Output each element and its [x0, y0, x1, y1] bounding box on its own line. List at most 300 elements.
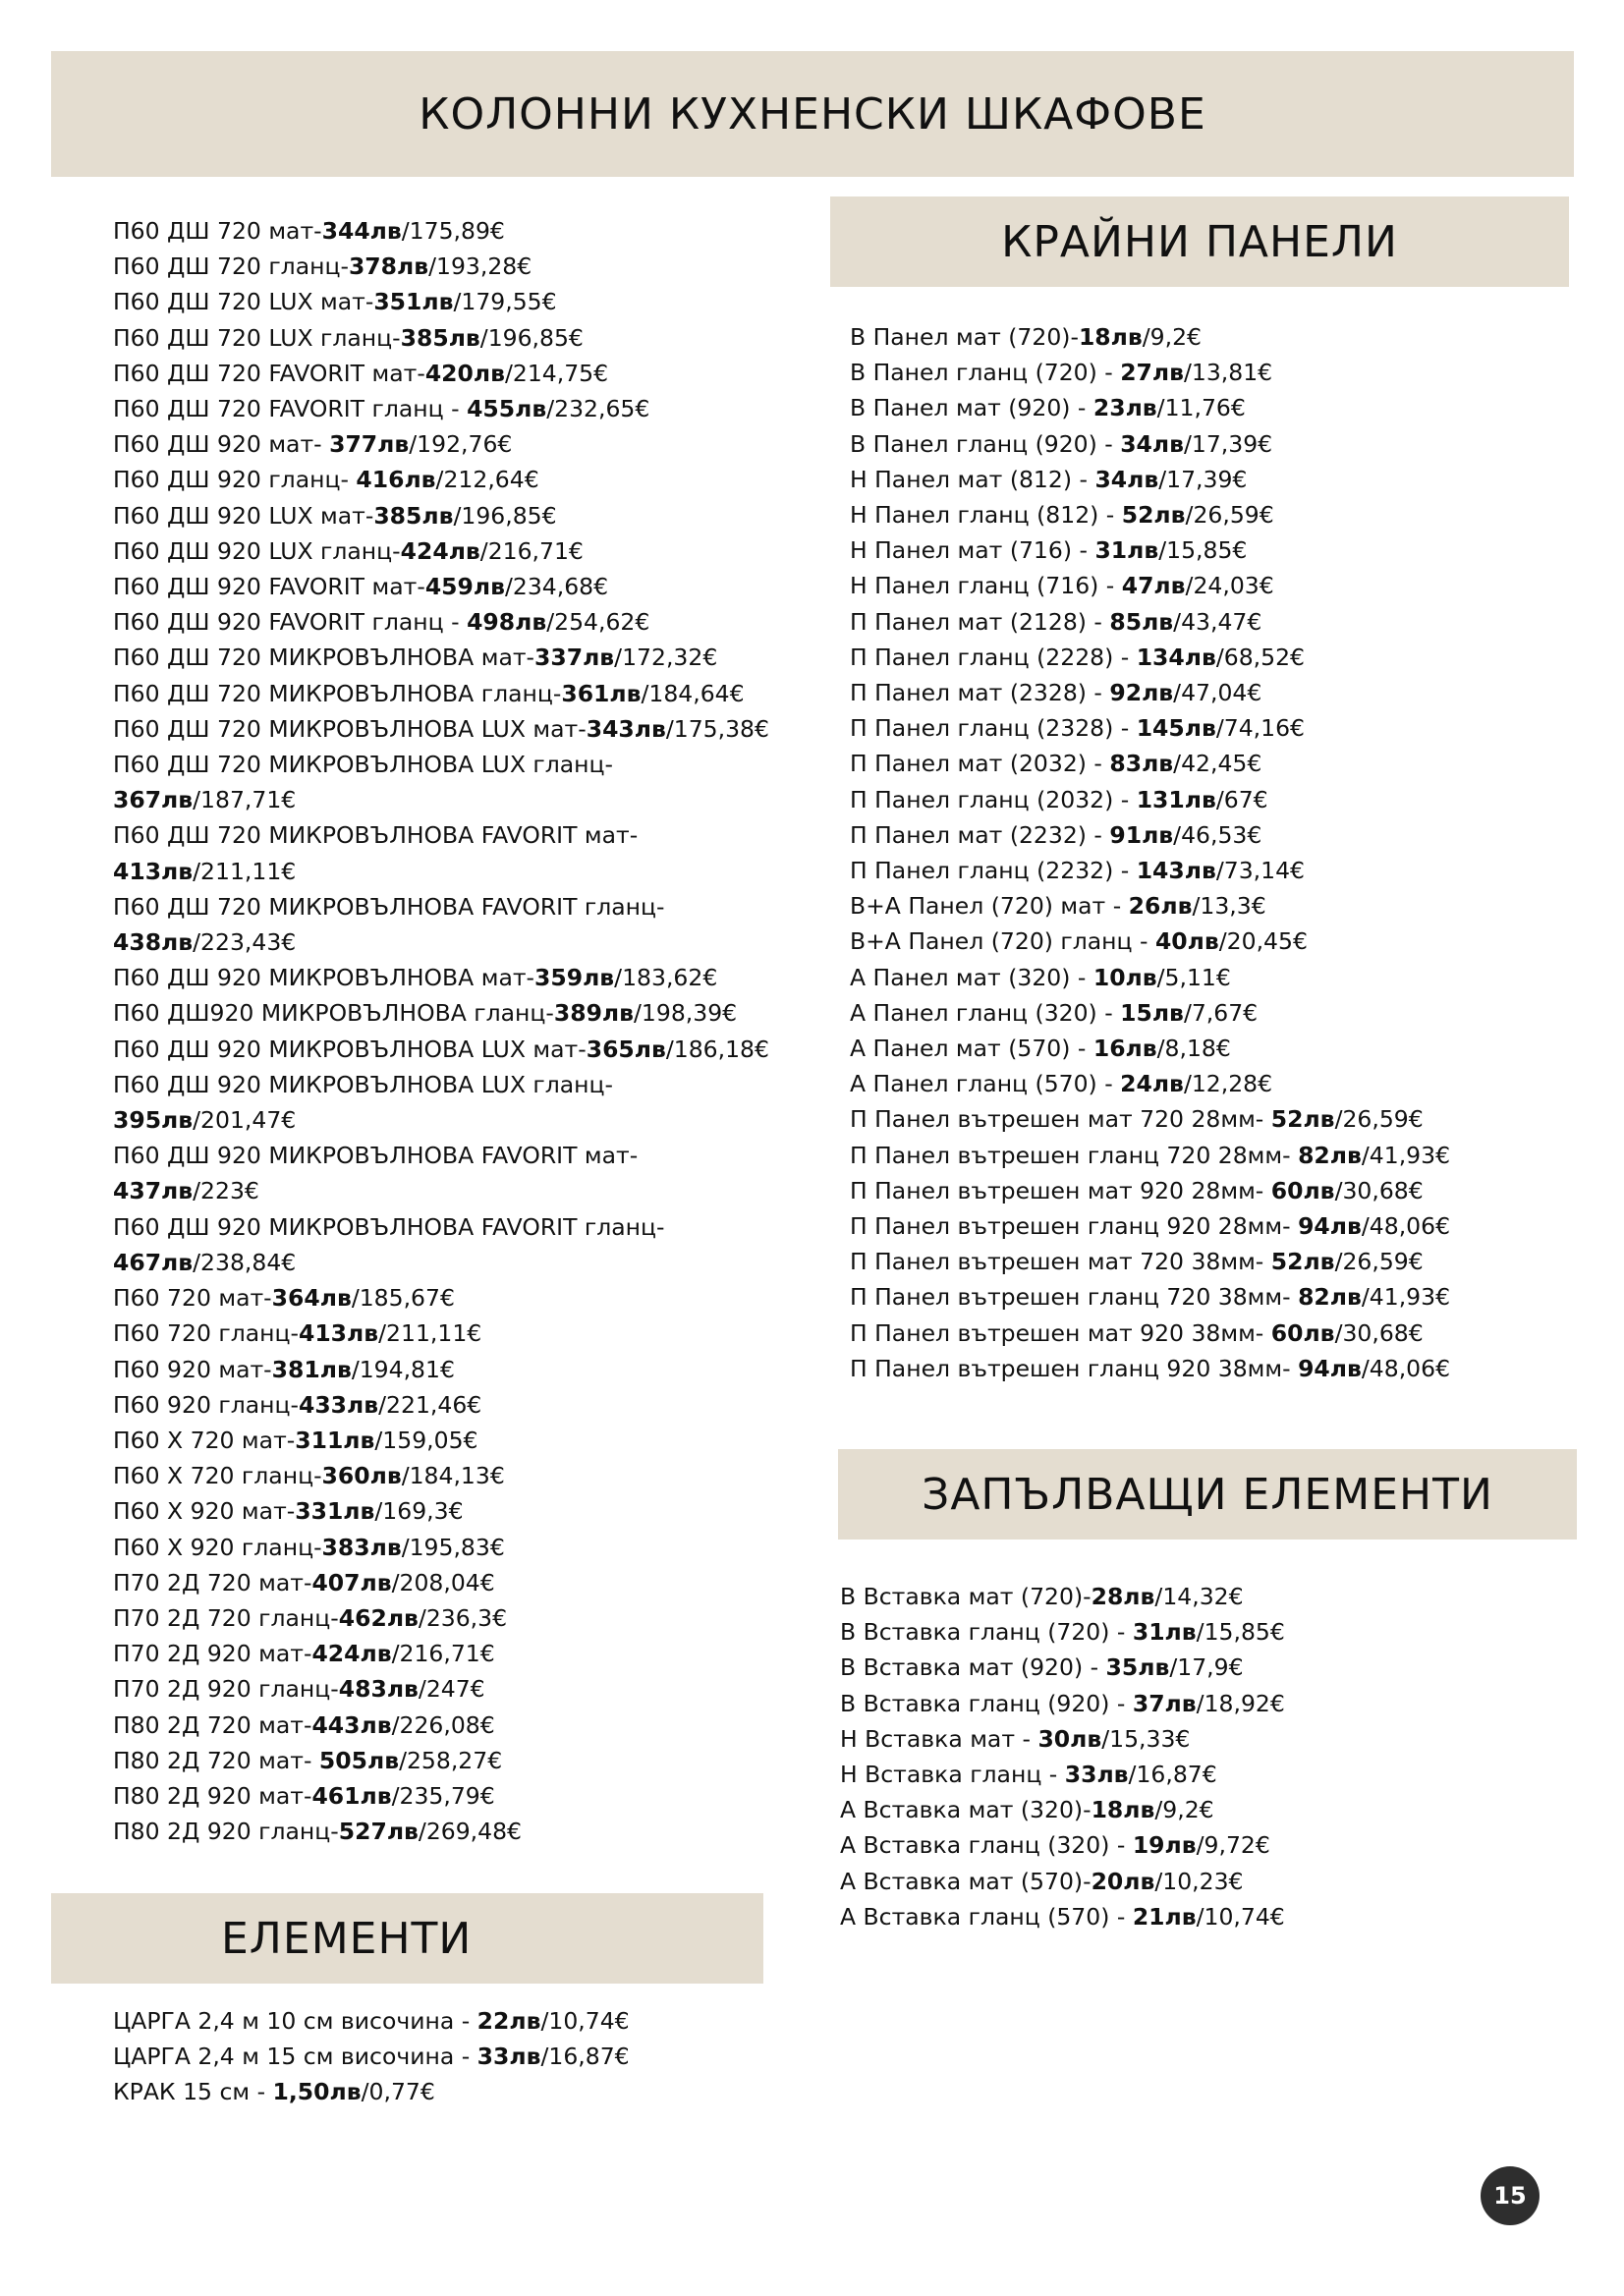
- item-price-bgn: 483лв: [338, 1675, 419, 1704]
- item-price-eur: /42,45€: [1173, 750, 1262, 778]
- price-list-item: [113, 1530, 820, 1565]
- item-price-eur: /10,23€: [1154, 1867, 1244, 1895]
- item-label: П60 ДШ 720 мат-: [113, 217, 322, 245]
- item-label: П Панел вътрешен мат 920 38мм-: [850, 1318, 1271, 1347]
- item-price-bgn: 28лв: [1091, 1583, 1155, 1610]
- item-price-eur: /15,85€: [1196, 1618, 1285, 1647]
- price-list-item: [850, 817, 1577, 853]
- price-list-item: [113, 2074, 801, 2109]
- item-price-bgn: 416лв: [356, 466, 436, 494]
- item-price-eur: /15,85€: [1158, 536, 1248, 565]
- price-list-item: [113, 2039, 801, 2074]
- item-price-bgn: 34лв: [1120, 429, 1184, 458]
- item-price-bgn: 10лв: [1092, 963, 1157, 991]
- item-label: П Панел мат (2128) -: [850, 607, 1110, 636]
- price-list-item: [850, 1066, 1577, 1101]
- item-price-eur: /41,93€: [1361, 1283, 1451, 1312]
- item-label: П80 2Д 920 гланц-: [113, 1818, 339, 1846]
- item-price-eur: /212,64€: [435, 466, 539, 494]
- price-list-item: [113, 391, 820, 426]
- item-price-bgn: 22лв: [476, 2007, 541, 2035]
- item-price-eur: /18,92€: [1196, 1689, 1285, 1717]
- item-price-bgn: 31лв: [1094, 536, 1159, 565]
- fillers-price-list: [840, 1579, 1567, 1934]
- page-title-band: [51, 51, 1574, 177]
- item-price-bgn: 377лв: [329, 430, 410, 459]
- item-label: П60 ДШ 720 МИКРОВЪЛНОВА мат-: [113, 644, 535, 672]
- item-price-eur: /46,53€: [1173, 820, 1262, 849]
- item-price-eur: /232,65€: [546, 395, 650, 423]
- item-price-bgn: 467лв: [113, 1248, 194, 1276]
- item-label: А Панел гланц (320) -: [850, 998, 1121, 1027]
- price-list-item: [113, 889, 820, 960]
- price-list-item: [850, 532, 1577, 568]
- price-list-item: [850, 426, 1577, 462]
- price-list-item: [113, 1708, 820, 1743]
- item-label: П60 ДШ 720 МИКРОВЪЛНОВА FAVORIT гланц-: [113, 892, 665, 921]
- item-price-bgn: 40лв: [1154, 927, 1219, 956]
- item-label: П60 920 гланц-: [113, 1390, 299, 1419]
- item-label: ЦАРГА 2,4 м 15 см височина -: [113, 2043, 477, 2071]
- item-label: Н Панел гланц (716) -: [850, 572, 1122, 600]
- item-price-eur: /13,3€: [1192, 892, 1266, 921]
- fillers-heading-band: [838, 1449, 1577, 1540]
- price-list-item: [850, 1031, 1577, 1066]
- price-list-item: [850, 1279, 1577, 1315]
- price-list-item: [850, 1101, 1577, 1137]
- item-label: А Вставка мат (570)-: [840, 1867, 1092, 1895]
- item-label: П60 Х 720 гланц-: [113, 1462, 322, 1490]
- item-price-eur: /17,39€: [1183, 429, 1273, 458]
- item-label: А Вставка гланц (320) -: [840, 1831, 1133, 1860]
- item-price-eur: /214,75€: [504, 359, 609, 387]
- item-price-bgn: 383лв: [321, 1533, 402, 1561]
- item-price-eur: /216,71€: [479, 536, 584, 565]
- item-label: В+А Панел (720) мат -: [850, 892, 1129, 921]
- item-price-bgn: 34лв: [1094, 465, 1159, 493]
- item-price-bgn: 424лв: [400, 536, 480, 565]
- item-label: П60 ДШ 720 МИКРОВЪЛНОВА гланц-: [113, 679, 562, 707]
- item-label: П60 ДШ 720 FAVORIT гланц -: [113, 395, 468, 423]
- item-price-bgn: 145лв: [1136, 714, 1216, 743]
- item-label: В Вставка мат (920) -: [840, 1653, 1106, 1682]
- item-price-eur: /196,85€: [479, 323, 584, 352]
- price-list-item: [113, 462, 820, 497]
- price-list-item: [850, 497, 1577, 532]
- price-list-item: [113, 1671, 820, 1707]
- item-price-bgn: 359лв: [534, 964, 615, 992]
- item-price-bgn: 52лв: [1270, 1248, 1335, 1276]
- item-label: П60 ДШ 920 LUX гланц-: [113, 536, 401, 565]
- item-label: П Панел вътрешен мат 720 38мм-: [850, 1248, 1271, 1276]
- price-list-item: [113, 1493, 820, 1529]
- price-list-item: [850, 1351, 1577, 1386]
- item-price-bgn: 385лв: [373, 501, 454, 530]
- item-price-eur: /12,28€: [1183, 1070, 1273, 1098]
- item-price-bgn: 52лв: [1270, 1105, 1335, 1134]
- item-price-eur: /10,74€: [1196, 1902, 1285, 1931]
- item-price-bgn: 18лв: [1078, 323, 1143, 351]
- price-list-item: [850, 1316, 1577, 1351]
- item-price-eur: /186,18€: [665, 1035, 769, 1063]
- item-price-bgn: 459лв: [424, 573, 505, 601]
- item-price-eur: /9,2€: [1154, 1796, 1214, 1824]
- item-price-eur: /258,27€: [399, 1746, 503, 1774]
- item-label: П60 ДШ 920 гланц-: [113, 466, 357, 494]
- item-price-bgn: 361лв: [561, 679, 642, 707]
- item-label: Н Вставка гланц -: [840, 1761, 1065, 1789]
- item-label: В Панел мат (720)-: [850, 323, 1079, 351]
- price-list-item: [850, 390, 1577, 425]
- item-price-eur: /223€: [193, 1177, 259, 1205]
- item-price-bgn: 31лв: [1132, 1618, 1197, 1647]
- page-number-badge: [1481, 2166, 1540, 2225]
- item-label: П60 ДШ 920 МИКРОВЪЛНОВА FAVORIT гланц-: [113, 1212, 665, 1241]
- price-list-item: [840, 1686, 1567, 1721]
- price-list-item: [113, 1743, 820, 1778]
- item-price-bgn: 47лв: [1121, 572, 1186, 600]
- item-price-eur: /254,62€: [546, 608, 650, 637]
- price-list-item: [113, 747, 820, 817]
- price-list-item: [850, 782, 1577, 817]
- item-label: П60 ДШ 920 FAVORIT мат-: [113, 573, 425, 601]
- item-price-eur: /247€: [418, 1675, 485, 1704]
- item-price-eur: /26,59€: [1334, 1248, 1424, 1276]
- item-price-eur: /208,04€: [391, 1568, 495, 1596]
- item-price-bgn: 23лв: [1092, 394, 1157, 422]
- panels-heading-band: [830, 196, 1569, 287]
- price-list-item: [113, 817, 820, 888]
- item-price-bgn: 143лв: [1136, 857, 1216, 885]
- item-price-eur: /20,45€: [1218, 927, 1308, 956]
- item-label: П60 ДШ 720 МИКРОВЪЛНОВА FAVORIT мат-: [113, 821, 639, 850]
- price-list-item: [113, 995, 820, 1031]
- price-list-item: [113, 356, 820, 391]
- item-label: В+А Панел (720) гланц -: [850, 927, 1155, 956]
- item-price-eur: /9,72€: [1196, 1831, 1270, 1860]
- item-label: ЦАРГА 2,4 м 10 см височина -: [113, 2007, 477, 2035]
- price-list-item: [113, 1316, 820, 1351]
- item-label: Н Панел мат (812) -: [850, 465, 1095, 493]
- item-price-eur: /221,46€: [378, 1390, 482, 1419]
- price-list-item: [113, 213, 820, 249]
- price-list-item: [113, 1600, 820, 1636]
- item-label: П80 2Д 720 мат-: [113, 1710, 312, 1739]
- item-price-eur: /238,84€: [193, 1248, 297, 1276]
- item-label: П70 2Д 920 мат-: [113, 1640, 312, 1668]
- item-price-bgn: 462лв: [338, 1603, 419, 1632]
- item-price-eur: /169,3€: [374, 1497, 464, 1526]
- item-label: П Панел вътрешен гланц 920 38мм-: [850, 1354, 1299, 1382]
- price-list-item: [850, 640, 1577, 675]
- item-price-bgn: 94лв: [1298, 1212, 1362, 1241]
- item-price-eur: /15,33€: [1101, 1724, 1191, 1753]
- item-price-eur: /26,59€: [1334, 1105, 1424, 1134]
- item-price-eur: /193,28€: [428, 252, 532, 281]
- price-list-item: [113, 1067, 820, 1138]
- item-label: П60 ДШ 920 МИКРОВЪЛНОВА FAVORIT мат-: [113, 1142, 639, 1170]
- item-price-eur: /68,52€: [1215, 643, 1305, 671]
- item-price-eur: /73,14€: [1215, 857, 1305, 885]
- item-price-eur: /236,3€: [418, 1603, 508, 1632]
- item-price-eur: /30,68€: [1334, 1176, 1424, 1204]
- item-label: П60 ДШ 920 МИКРОВЪЛНОВА мат-: [113, 964, 535, 992]
- item-price-eur: /48,06€: [1361, 1354, 1451, 1382]
- item-price-eur: /175,38€: [665, 714, 769, 743]
- item-price-bgn: 30лв: [1037, 1724, 1102, 1753]
- item-price-eur: /198,39€: [634, 999, 738, 1028]
- price-list-item: [840, 1757, 1567, 1792]
- item-label: А Вставка мат (320)-: [840, 1796, 1092, 1824]
- price-list-item: [850, 568, 1577, 603]
- price-list-item: [113, 498, 820, 533]
- fillers-heading: ЗАПЪЛВАЩИ ЕЛЕМЕНТИ: [922, 1469, 1493, 1520]
- item-price-bgn: 18лв: [1091, 1796, 1155, 1824]
- item-price-bgn: 505лв: [318, 1746, 400, 1774]
- item-label: П60 ДШ 920 МИКРОВЪЛНОВА LUX мат-: [113, 1035, 587, 1063]
- price-list-item: [113, 1138, 820, 1208]
- item-label: П60 ДШ920 МИКРОВЪЛНОВА гланц-: [113, 999, 554, 1028]
- price-list-item: [840, 1721, 1567, 1757]
- item-price-bgn: 461лв: [311, 1781, 392, 1810]
- item-price-eur: /269,48€: [418, 1818, 523, 1846]
- price-list-item: [850, 995, 1577, 1031]
- price-list-item: [113, 1032, 820, 1067]
- price-list-item: [113, 1280, 820, 1316]
- price-list-item: [113, 1209, 820, 1280]
- price-list-item: [113, 426, 820, 462]
- price-list-item: [113, 1814, 820, 1849]
- price-list-item: [850, 853, 1577, 888]
- item-price-eur: /30,68€: [1334, 1318, 1424, 1347]
- item-price-bgn: 92лв: [1109, 679, 1174, 707]
- item-label: Н Вставка мат -: [840, 1724, 1038, 1753]
- item-label: П60 ДШ 920 МИКРОВЪЛНОВА LUX гланц-: [113, 1070, 614, 1098]
- item-price-bgn: 33лв: [476, 2043, 541, 2071]
- item-label: В Панел мат (920) -: [850, 394, 1093, 422]
- item-label: П Панел мат (2032) -: [850, 750, 1110, 778]
- price-list-item: [850, 710, 1577, 746]
- item-price-eur: /183,62€: [614, 964, 718, 992]
- item-price-bgn: 498лв: [467, 608, 547, 637]
- price-list-item: [113, 569, 820, 604]
- item-price-eur: /184,64€: [641, 679, 745, 707]
- item-price-bgn: 437лв: [113, 1177, 194, 1205]
- item-price-bgn: 15лв: [1120, 998, 1184, 1027]
- item-price-eur: /7,67€: [1183, 998, 1259, 1027]
- price-list-item: [850, 746, 1577, 781]
- item-price-bgn: 35лв: [1105, 1653, 1170, 1682]
- item-price-bgn: 94лв: [1298, 1354, 1362, 1382]
- price-list-item: [113, 640, 820, 675]
- item-label: Н Панел мат (716) -: [850, 536, 1095, 565]
- item-label: П Панел гланц (2228) -: [850, 643, 1137, 671]
- item-price-eur: /16,87€: [1128, 1761, 1217, 1789]
- item-price-bgn: 26лв: [1128, 892, 1193, 921]
- item-price-bgn: 420лв: [424, 359, 505, 387]
- item-price-eur: /195,83€: [401, 1533, 505, 1561]
- item-price-eur: /17,39€: [1158, 465, 1248, 493]
- item-price-eur: /223,43€: [193, 928, 297, 957]
- item-label: В Вставка гланц (720) -: [840, 1618, 1133, 1647]
- item-price-eur: /74,16€: [1215, 714, 1305, 743]
- item-price-eur: /48,06€: [1361, 1212, 1451, 1241]
- price-list-item: [113, 2003, 801, 2039]
- item-price-bgn: 24лв: [1120, 1070, 1184, 1098]
- item-price-eur: /43,47€: [1173, 607, 1262, 636]
- price-list-item: [840, 1792, 1567, 1827]
- item-price-bgn: 360лв: [321, 1462, 402, 1490]
- item-label: А Панел мат (570) -: [850, 1035, 1093, 1063]
- item-label: А Панел гланц (570) -: [850, 1070, 1121, 1098]
- item-price-eur: /11,76€: [1156, 394, 1246, 422]
- item-price-bgn: 395лв: [113, 1106, 194, 1135]
- price-list-item: [850, 462, 1577, 497]
- price-list-item: [850, 924, 1577, 959]
- item-label: П60 ДШ 720 LUX мат-: [113, 288, 374, 316]
- item-label: П60 ДШ 720 LUX гланц-: [113, 323, 401, 352]
- item-price-eur: /211,11€: [378, 1319, 482, 1348]
- item-price-eur: /184,13€: [401, 1462, 505, 1490]
- item-price-eur: /16,87€: [540, 2043, 630, 2071]
- item-price-bgn: 82лв: [1298, 1141, 1362, 1169]
- price-list-item: [840, 1827, 1567, 1863]
- item-label: В Панел гланц (920) -: [850, 429, 1121, 458]
- item-price-bgn: 413лв: [113, 857, 194, 885]
- price-list-item: [850, 1173, 1577, 1208]
- item-price-eur: /235,79€: [391, 1781, 495, 1810]
- item-price-bgn: 365лв: [586, 1035, 666, 1063]
- price-list-item: [850, 355, 1577, 390]
- columns-price-list: [113, 213, 820, 1849]
- item-label: П80 2Д 720 мат-: [113, 1746, 319, 1774]
- item-price-bgn: 33лв: [1064, 1761, 1129, 1789]
- item-price-eur: /14,32€: [1154, 1583, 1244, 1610]
- item-price-eur: /0,77€: [361, 2078, 435, 2106]
- item-price-bgn: 455лв: [467, 395, 547, 423]
- item-label: П70 2Д 720 мат-: [113, 1568, 312, 1596]
- item-price-eur: /17,9€: [1169, 1653, 1244, 1682]
- item-label: П60 920 мат-: [113, 1355, 272, 1383]
- elements-heading: ЕЛЕМЕНТИ: [221, 1913, 473, 1964]
- item-price-bgn: 311лв: [295, 1426, 375, 1454]
- item-label: П80 2Д 920 мат-: [113, 1781, 312, 1810]
- panels-price-list: [850, 319, 1577, 1386]
- item-price-bgn: 52лв: [1121, 501, 1186, 530]
- item-price-eur: /201,47€: [193, 1106, 297, 1135]
- item-price-bgn: 1,50лв: [272, 2078, 362, 2106]
- item-price-bgn: 131лв: [1136, 785, 1216, 813]
- price-list-item: [113, 1387, 820, 1423]
- item-price-eur: /8,18€: [1156, 1035, 1231, 1063]
- item-label: П60 ДШ 920 LUX мат-: [113, 501, 374, 530]
- item-label: П60 ДШ 920 мат-: [113, 430, 330, 459]
- panels-heading: КРАЙНИ ПАНЕЛИ: [1001, 216, 1398, 267]
- item-price-eur: /192,76€: [409, 430, 513, 459]
- item-label: П60 Х 920 гланц-: [113, 1533, 322, 1561]
- price-list-item: [113, 604, 820, 640]
- price-list-item: [850, 604, 1577, 640]
- item-price-bgn: 16лв: [1092, 1035, 1157, 1063]
- item-label: КРАК 15 см -: [113, 2078, 273, 2106]
- item-price-eur: /159,05€: [374, 1426, 478, 1454]
- item-price-eur: /211,11€: [193, 857, 297, 885]
- price-list-item: [850, 960, 1577, 995]
- item-price-bgn: 82лв: [1298, 1283, 1362, 1312]
- price-list-item: [113, 249, 820, 284]
- price-list-item: [113, 676, 820, 711]
- item-price-eur: /41,93€: [1361, 1141, 1451, 1169]
- elements-heading-band: [51, 1893, 763, 1984]
- item-label: П Панел гланц (2032) -: [850, 785, 1137, 813]
- item-price-bgn: 351лв: [373, 288, 454, 316]
- item-price-bgn: 344лв: [321, 217, 402, 245]
- item-price-eur: /13,81€: [1183, 359, 1273, 387]
- item-label: П Панел мат (2328) -: [850, 679, 1110, 707]
- item-label: П Панел гланц (2232) -: [850, 857, 1137, 885]
- item-label: В Вставка мат (720)-: [840, 1583, 1092, 1610]
- item-price-eur: /194,81€: [351, 1355, 455, 1383]
- item-label: П60 720 мат-: [113, 1284, 272, 1313]
- item-price-bgn: 134лв: [1136, 643, 1216, 671]
- item-price-bgn: 364лв: [271, 1284, 352, 1313]
- price-list-item: [113, 1458, 820, 1493]
- item-label: В Панел гланц (720) -: [850, 359, 1121, 387]
- item-price-eur: /5,11€: [1156, 963, 1231, 991]
- item-price-bgn: 433лв: [298, 1390, 379, 1419]
- item-label: П60 ДШ 720 гланц-: [113, 252, 349, 281]
- item-price-bgn: 385лв: [400, 323, 480, 352]
- price-list-item: [850, 888, 1577, 924]
- item-price-bgn: 343лв: [586, 714, 666, 743]
- price-list-item: [840, 1864, 1567, 1899]
- price-list-item: [850, 1208, 1577, 1244]
- item-price-bgn: 443лв: [311, 1710, 392, 1739]
- item-price-bgn: 331лв: [295, 1497, 375, 1526]
- item-label: А Вставка гланц (570) -: [840, 1902, 1133, 1931]
- price-list-item: [850, 675, 1577, 710]
- item-price-eur: /9,2€: [1142, 323, 1202, 351]
- item-label: П Панел гланц (2328) -: [850, 714, 1137, 743]
- item-price-bgn: 27лв: [1120, 359, 1184, 387]
- item-price-bgn: 367лв: [113, 786, 194, 814]
- price-list-item: [113, 1778, 820, 1814]
- item-price-bgn: 37лв: [1132, 1689, 1197, 1717]
- item-price-bgn: 19лв: [1132, 1831, 1197, 1860]
- item-price-eur: /185,67€: [351, 1284, 455, 1313]
- price-list-item: [113, 533, 820, 569]
- item-price-bgn: 337лв: [534, 644, 615, 672]
- item-label: П Панел мат (2232) -: [850, 820, 1110, 849]
- item-price-eur: /172,32€: [614, 644, 718, 672]
- item-price-bgn: 389лв: [553, 999, 635, 1028]
- item-label: П60 720 гланц-: [113, 1319, 299, 1348]
- item-label: П60 Х 720 мат-: [113, 1426, 296, 1454]
- item-price-eur: /67€: [1215, 785, 1268, 813]
- item-label: П60 ДШ 720 FAVORIT мат-: [113, 359, 425, 387]
- item-label: П Панел вътрешен мат 720 28мм-: [850, 1105, 1271, 1134]
- item-label: П Панел вътрешен гланц 920 28мм-: [850, 1212, 1299, 1241]
- item-price-eur: /26,59€: [1185, 501, 1274, 530]
- price-list-item: [840, 1899, 1567, 1934]
- price-list-item: [113, 1352, 820, 1387]
- item-label: П70 2Д 920 гланц-: [113, 1675, 339, 1704]
- price-list-item: [850, 1244, 1577, 1279]
- item-label: В Вставка гланц (920) -: [840, 1689, 1133, 1717]
- item-price-eur: /216,71€: [391, 1640, 495, 1668]
- item-label: П Панел вътрешен мат 920 28мм-: [850, 1176, 1271, 1204]
- item-price-bgn: 527лв: [338, 1818, 419, 1846]
